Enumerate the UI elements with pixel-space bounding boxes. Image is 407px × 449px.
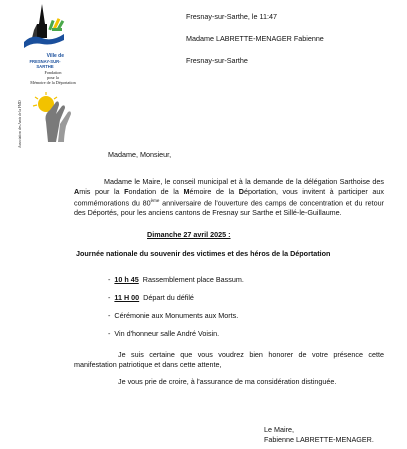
para1-part: Madame le Maire, le conseil municipal et à la demande de la délégation Sarthoise des (104, 177, 384, 186)
schedule-text: Vin d'honneur salle André Voisin. (114, 329, 220, 338)
schedule-item-3 (108, 311, 238, 320)
afmd-logo (12, 70, 82, 150)
place-time: Fresnay-sur-Sarthe, le 11:47 (186, 12, 277, 21)
afmd-hands-icon (32, 92, 76, 144)
recipient-name: Madame LABRETTE-MENAGER Fabienne (186, 34, 324, 43)
afmd-vertical-text: Association des Amis de la FMD (18, 100, 22, 148)
schedule-item-4 (108, 329, 219, 338)
afmd-title-line2: pour la (47, 75, 59, 80)
salutation: Madame, Monsieur, (108, 150, 172, 159)
para1-part: mis pour la (79, 186, 125, 196)
para1-part: émoire de la (189, 186, 239, 196)
afmd-title-line1: Fondation (44, 70, 62, 75)
para1-bold-m: M (183, 186, 190, 196)
para1-part: éportation, vous invitent à participer aux commémorations du 80 (74, 186, 384, 208)
logo-line2: FRESNAY-SUR-SARTHE (29, 59, 61, 69)
recipient-city: Fresnay-sur-Sarthe (186, 56, 248, 65)
schedule-item-2 (108, 293, 194, 302)
para1-bold-a: A (74, 186, 80, 196)
logo-line1: Ville de (46, 53, 64, 59)
para1-part: ondation de la (128, 186, 184, 196)
schedule-text: Départ du défilé (143, 293, 194, 302)
bullet-icon: - (108, 293, 115, 302)
para1-superscript: ème (150, 198, 160, 204)
signature-title: Le Maire, (264, 425, 294, 434)
schedule-item-1 (108, 275, 244, 284)
schedule-time: 10 h 45 (114, 275, 139, 284)
schedule-text: Rassemblement place Bassum. (142, 275, 244, 284)
signature-name: Fabienne LABRETTE-MENAGER. (264, 435, 374, 444)
afmd-title-line3: Mémoire de la Déportation (30, 80, 76, 85)
para1-part: anniversaire de l'ouverture des camps de concentration et du retour des Déportés, pour les anciens cantons de Fresnay sur Sarthe et Sillé-le-Guillaume. (74, 198, 384, 218)
para1-bold-d: D (238, 186, 244, 196)
town-logo-graphic (22, 4, 68, 48)
bullet-icon: - (108, 311, 115, 320)
paragraph-2: Je suis certaine que vous voudrez bien honorer de votre présence cette manifestation patriotique et dans cette attente, (74, 350, 384, 369)
paragraph-1 (74, 177, 384, 218)
event-title: Journée nationale du souvenir des victimes et des héros de la Déportation (76, 249, 331, 258)
bullet-icon: - (108, 329, 115, 338)
paragraph-3: Je vous prie de croire, à l'assurance de ma considération distinguée. (118, 377, 337, 386)
bullet-icon: - (108, 275, 115, 284)
town-logo (22, 4, 68, 69)
schedule-time: 11 H 00 (114, 293, 140, 302)
schedule-text: Cérémonie aux Monuments aux Morts. (114, 311, 239, 320)
para1-bold-f: F (124, 186, 129, 196)
afmd-title (26, 70, 80, 85)
event-date: Dimanche 27 avril 2025 : (147, 230, 231, 239)
